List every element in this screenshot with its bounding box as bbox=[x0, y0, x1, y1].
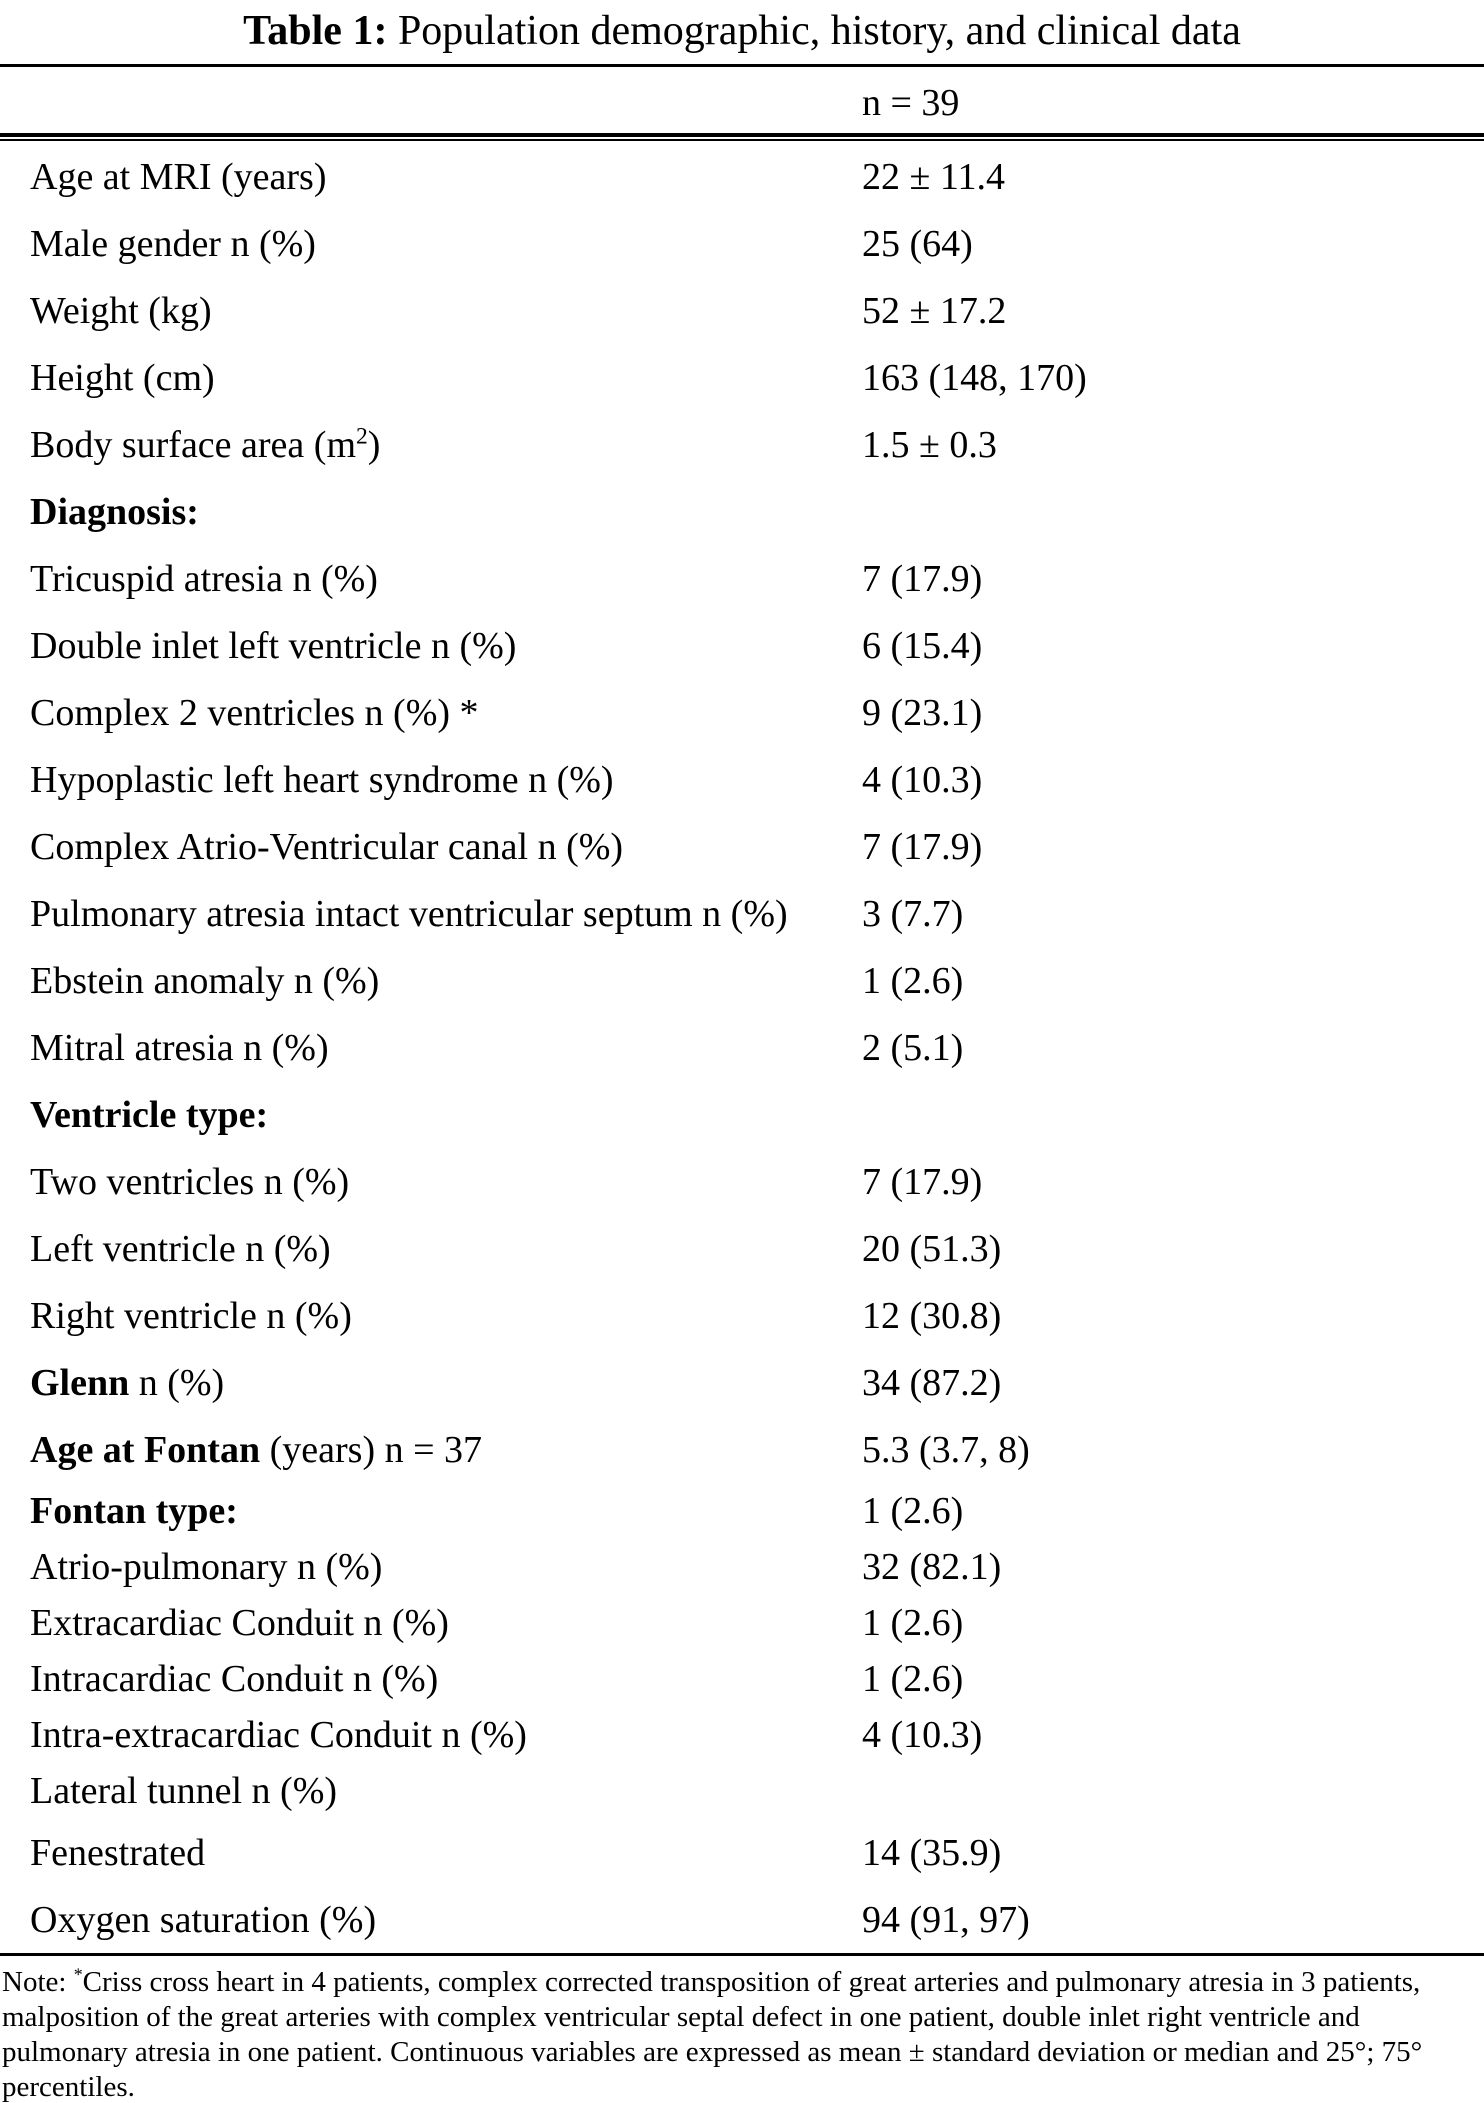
row-value: 52 ± 17.2 bbox=[862, 289, 1007, 332]
row-value: 4 (10.3) bbox=[862, 1714, 983, 1756]
row-value: 12 (30.8) bbox=[862, 1294, 1002, 1337]
section-label: Fontan type: bbox=[30, 1490, 238, 1532]
table-row bbox=[0, 1148, 1484, 1215]
row-value: 3 (7.7) bbox=[862, 892, 964, 935]
row-value: 4 (10.3) bbox=[862, 758, 983, 801]
row-label: Lateral tunnel n (%) bbox=[30, 1770, 338, 1812]
row-label: Weight (kg) bbox=[30, 289, 212, 332]
row-value: 1 (2.6) bbox=[862, 959, 964, 1002]
row-label: Age at MRI (years) bbox=[30, 155, 327, 198]
row-label: Glenn n (%) bbox=[30, 1361, 225, 1404]
row-label: Two ventricles n (%) bbox=[30, 1160, 350, 1203]
row-label: Right ventricle n (%) bbox=[30, 1294, 352, 1337]
table-row bbox=[0, 1416, 1484, 1483]
section-label: Diagnosis: bbox=[30, 490, 199, 533]
table-row bbox=[0, 612, 1484, 679]
row-value: 163 (148, 170) bbox=[862, 356, 1087, 399]
row-value: 7 (17.9) bbox=[862, 825, 983, 868]
row-label: Age at Fontan (years) n = 37 bbox=[30, 1428, 483, 1471]
note-text: Criss cross heart in 4 patients, complex corrected transposition of great arteries and pulmonary atresia in 3 patients, malposition of the great arteries with complex ventricular septal defect in one patient, double inlet right ventricle and pulmonary atresia in one patient. Continuous variables are expressed as mean ± standard deviation or median and 25°; 75° percentiles. bbox=[2, 1966, 1423, 2103]
note-asterisk: * bbox=[73, 1964, 83, 1985]
table-section-row bbox=[0, 1483, 1484, 1539]
note-prefix: Note: bbox=[2, 1966, 74, 1998]
table-row bbox=[0, 746, 1484, 813]
table-row bbox=[0, 1886, 1484, 1953]
row-label: Body surface area $(m^2)$ bbox=[30, 422, 381, 466]
row-label: Fenestrated bbox=[30, 1831, 206, 1874]
table-row bbox=[0, 210, 1484, 277]
row-value: 20 (51.3) bbox=[862, 1227, 1002, 1270]
table-row bbox=[0, 1707, 1484, 1763]
row-label: Pulmonary atresia intact ventricular septum n (%) bbox=[30, 892, 788, 935]
row-value: 1 (2.6) bbox=[862, 1490, 964, 1532]
row-value: 9 (23.1) bbox=[862, 691, 983, 734]
row-value: 1.5 ± 0.3 bbox=[862, 423, 997, 466]
table-row bbox=[0, 1651, 1484, 1707]
column-header-n: n = 39 bbox=[862, 82, 960, 124]
row-label: Male gender n (%) bbox=[30, 222, 316, 265]
row-value: 34 (87.2) bbox=[862, 1361, 1002, 1404]
table-section-row bbox=[0, 478, 1484, 545]
row-label: Double inlet left ventricle n (%) bbox=[30, 624, 517, 667]
table-row bbox=[0, 1215, 1484, 1282]
table-row bbox=[0, 344, 1484, 411]
table-row bbox=[0, 1819, 1484, 1886]
row-value: 2 (5.1) bbox=[862, 1026, 964, 1069]
table-row bbox=[0, 277, 1484, 344]
row-value: 1 (2.6) bbox=[862, 1658, 964, 1700]
table-row bbox=[0, 1349, 1484, 1416]
table-row bbox=[0, 143, 1484, 210]
row-label: Atrio-pulmonary n (%) bbox=[30, 1546, 383, 1588]
row-label: Intra-extracardiac Conduit n (%) bbox=[30, 1714, 527, 1756]
column-header-row bbox=[0, 67, 1484, 133]
row-label: Mitral atresia n (%) bbox=[30, 1026, 329, 1069]
row-value: 14 (35.9) bbox=[862, 1831, 1002, 1874]
superscript: 2 bbox=[356, 422, 368, 449]
row-value: 1 (2.6) bbox=[862, 1602, 964, 1644]
table-body bbox=[0, 143, 1484, 1953]
row-label: Ebstein anomaly n (%) bbox=[30, 959, 380, 1002]
table-title bbox=[0, 0, 1484, 64]
row-label: Oxygen saturation (%) bbox=[30, 1898, 377, 1941]
section-label: Ventricle type: bbox=[30, 1093, 269, 1136]
table-row bbox=[0, 1595, 1484, 1651]
table-row bbox=[0, 1539, 1484, 1595]
table-row bbox=[0, 813, 1484, 880]
row-label: Hypoplastic left heart syndrome n (%) bbox=[30, 758, 614, 801]
row-label: Extracardiac Conduit n (%) bbox=[30, 1602, 449, 1644]
row-label: Complex 2 ventricles n (%) * bbox=[30, 691, 479, 734]
row-value: 5.3 (3.7, 8) bbox=[862, 1428, 1030, 1471]
table-row bbox=[0, 1763, 1484, 1819]
row-value: 7 (17.9) bbox=[862, 557, 983, 600]
row-value: 7 (17.9) bbox=[862, 1160, 983, 1203]
table-row bbox=[0, 1282, 1484, 1349]
row-value: 32 (82.1) bbox=[862, 1546, 1002, 1588]
table-note bbox=[0, 1956, 1484, 2103]
table-row bbox=[0, 545, 1484, 612]
table-row bbox=[0, 1014, 1484, 1081]
table-row bbox=[0, 947, 1484, 1014]
row-value: 25 (64) bbox=[862, 222, 973, 265]
row-value: 6 (15.4) bbox=[862, 624, 983, 667]
table-title-label: Table 1: bbox=[243, 8, 388, 54]
table-title-text: Population demographic, history, and clinical data bbox=[387, 8, 1241, 54]
row-label: Complex Atrio-Ventricular canal n (%) bbox=[30, 825, 624, 868]
row-label: Intracardiac Conduit n (%) bbox=[30, 1658, 439, 1700]
row-value: 94 (91, 97) bbox=[862, 1898, 1030, 1941]
table-section-row bbox=[0, 1081, 1484, 1148]
row-label: Tricuspid atresia n (%) bbox=[30, 557, 378, 600]
table-row bbox=[0, 880, 1484, 947]
row-label: Left ventricle n (%) bbox=[30, 1227, 331, 1270]
table-row bbox=[0, 679, 1484, 746]
table-row bbox=[0, 411, 1484, 478]
row-value: 22 ± 11.4 bbox=[862, 155, 1005, 198]
header-divider-rule bbox=[0, 133, 1484, 139]
row-label: Height (cm) bbox=[30, 356, 215, 399]
